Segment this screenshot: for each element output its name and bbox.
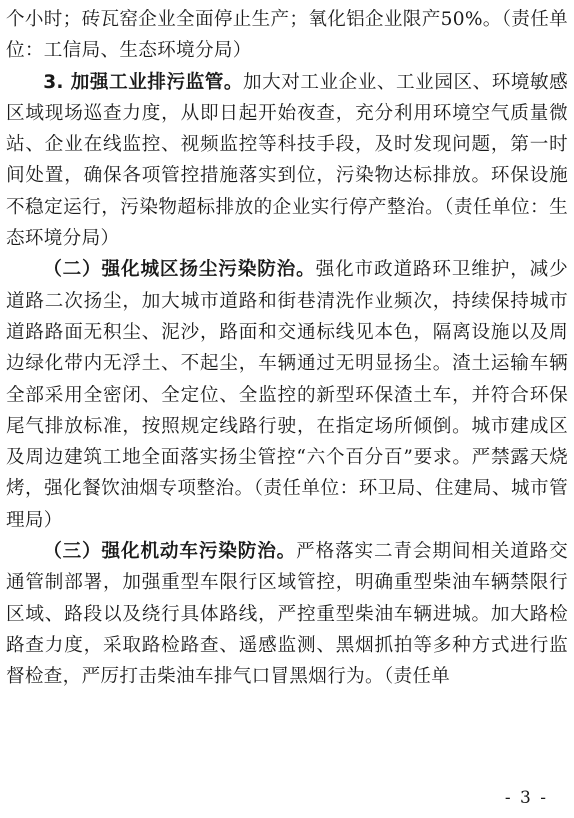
- paragraph-vehicle-pollution: [6, 536, 568, 692]
- paragraph-heading: 3. 加强工业排污监管。: [43, 71, 243, 93]
- paragraph-text: 严格落实二青会期间相关道路交通管制部署，加强重型车限行区域管控，明确重型柴油车辆禁限行区域、路段以及绕行具体路线，严控重型柴油车辆进城。加大路检路查力度，采取路检路查、遥感监测、黑烟抓拍等多种方式进行监督检查，严厉打击柴油车排气口冒黑烟行为。（责任单: [6, 541, 569, 688]
- paragraph-urban-dust: [6, 254, 568, 536]
- paragraph-text: 个小时；砖瓦窑企业全面停止生产；氧化铝企业限产50%。（责任单位：工信局、生态环境分局）: [6, 9, 568, 62]
- paragraph-text: 加大对工业企业、工业园区、环境敏感区域现场巡查力度，从即日起开始夜查，充分利用环境空气质量微站、企业在线监控、视频监控等科技手段，及时发现问题，第一时间处置，确保各项管控措施落实到位，污染物达标排放。环保设施不稳定运行，污染物超标排放的企业实行停产整治。（责任单位：生态环境分局）: [6, 71, 569, 250]
- paragraph-continuation: [6, 4, 568, 67]
- paragraph-heading: （三）强化机动车污染防治。: [43, 541, 297, 563]
- page-number: - 3 -: [504, 788, 548, 808]
- document-body: [6, 4, 568, 693]
- paragraph-heading: （二）强化城区扬尘污染防治。: [43, 259, 316, 281]
- paragraph-text: 强化市政道路环卫维护，减少道路二次扬尘，加大城市道路和街巷清洗作业频次，持续保持城市道路路面无积尘、泥沙，路面和交通标线见本色，隔离设施以及周边绿化带内无浮土、不起尘，车辆通过无明显扬尘。渣土运输车辆全部采用全密闭、全定位、全监控的新型环保渣土车，并符合环保尾气排放标准，按照规定线路行驶，在指定场所倾倒。城市建成区及周边建筑工地全面落实扬尘管控“六个百分百”要求。严禁露天烧烤，强化餐饮油烟专项整治。（责任单位：环卫局、住建局、城市管理局）: [6, 259, 569, 531]
- paragraph-industrial-emission: [6, 67, 568, 255]
